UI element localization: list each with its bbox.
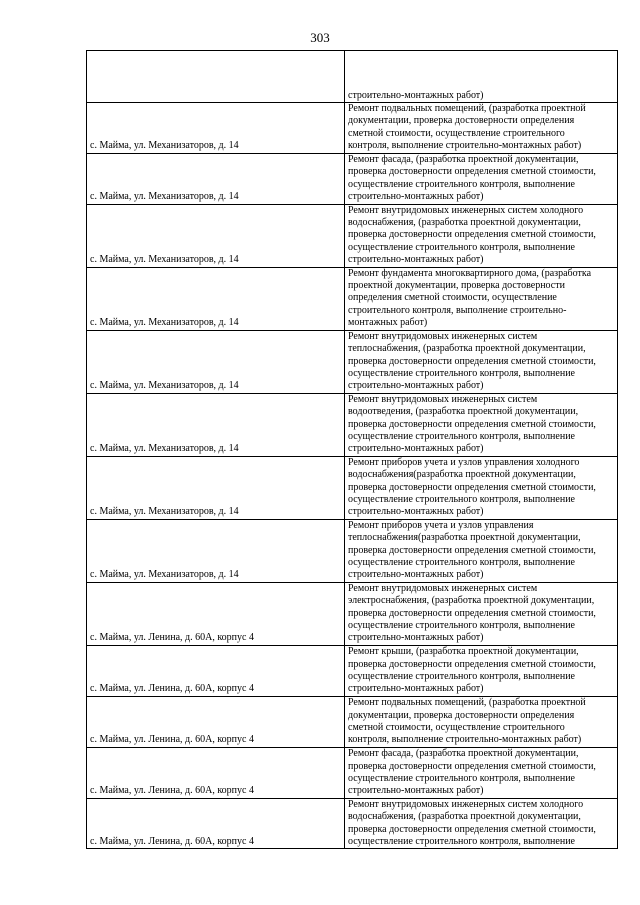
work-description-line: Ремонт внутридомовых инженерных систем холодного bbox=[348, 204, 584, 216]
work-description-line: контроля, выполнение строительно-монтажных работ) bbox=[348, 734, 582, 746]
work-description-line: осуществление строительного контроля, выполнение bbox=[348, 620, 575, 632]
address-cell: с. Майма, ул. Механизаторов, д. 14 bbox=[87, 393, 345, 456]
work-description-cell bbox=[345, 582, 618, 645]
work-description-line: проверка достоверности определения сметной стоимости, bbox=[348, 760, 596, 772]
table-row bbox=[87, 645, 618, 696]
table-row bbox=[87, 204, 618, 267]
work-description-line: осуществление строительного контроля, выполнение bbox=[348, 773, 575, 785]
address-cell: с. Майма, ул. Ленина, д. 60А, корпус 4 bbox=[87, 645, 345, 696]
work-description-line: строительного контроля, выполнение строительно- bbox=[348, 304, 567, 316]
work-description-cell bbox=[345, 267, 618, 330]
work-description-line: осуществление строительного контроля, выполнение bbox=[348, 367, 575, 379]
work-description-cell bbox=[345, 103, 618, 154]
work-description-line: осуществление строительного контроля, выполнение bbox=[348, 178, 575, 190]
work-description-line: Ремонт внутридомовых инженерных систем bbox=[348, 393, 538, 405]
address-cell: с. Майма, ул. Механизаторов, д. 14 bbox=[87, 267, 345, 330]
work-description-cell bbox=[345, 204, 618, 267]
work-description-line: строительно-монтажных работ) bbox=[348, 89, 484, 101]
work-description-line: строительно-монтажных работ) bbox=[348, 506, 484, 518]
table-row bbox=[87, 153, 618, 204]
address-cell: с. Майма, ул. Механизаторов, д. 14 bbox=[87, 456, 345, 519]
table-row bbox=[87, 747, 618, 798]
page-number: 303 bbox=[310, 30, 330, 45]
work-description-line: проектной документации, проверка достоверности bbox=[348, 280, 565, 292]
work-description-cell bbox=[345, 798, 618, 849]
work-description-line: проверка достоверности определения сметной стоимости, bbox=[348, 481, 596, 493]
work-description-line: Ремонт внутридомовых инженерных систем bbox=[348, 330, 538, 342]
table-row bbox=[87, 51, 618, 103]
work-description-line: Ремонт внутридомовых инженерных систем холодного bbox=[348, 798, 584, 810]
table-row bbox=[87, 798, 618, 849]
address-cell: с. Майма, ул. Механизаторов, д. 14 bbox=[87, 204, 345, 267]
work-description-line: строительно-монтажных работ) bbox=[348, 254, 484, 266]
address-cell: с. Майма, ул. Ленина, д. 60А, корпус 4 bbox=[87, 696, 345, 747]
work-description-line: осуществление строительного контроля, выполнение bbox=[348, 430, 575, 442]
table-row bbox=[87, 582, 618, 645]
work-description-line: Ремонт фасада, (разработка проектной документации, bbox=[348, 748, 579, 760]
work-description-line: документации, проверка достоверности определения bbox=[348, 115, 575, 127]
work-description-cell bbox=[345, 696, 618, 747]
work-description-line: осуществление строительного контроля, выполнение bbox=[348, 671, 575, 683]
address-cell: с. Майма, ул. Ленина, д. 60А, корпус 4 bbox=[87, 798, 345, 849]
work-description-line: Ремонт подвальных помещений, (разработка проектной bbox=[348, 103, 586, 114]
work-description-cell bbox=[345, 747, 618, 798]
work-description-line: Ремонт приборов учета и узлов управления bbox=[348, 519, 534, 531]
work-description-line: документации, проверка достоверности определения bbox=[348, 709, 575, 721]
work-description-line: осуществление строительного контроля, выполнение bbox=[348, 241, 575, 253]
work-description-line: определения сметной стоимости, осуществление bbox=[348, 292, 557, 304]
address-cell: с. Майма, ул. Механизаторов, д. 14 bbox=[87, 153, 345, 204]
address-cell: с. Майма, ул. Ленина, д. 60А, корпус 4 bbox=[87, 747, 345, 798]
work-description-cell bbox=[345, 645, 618, 696]
work-description-line: водоснабжения, (разработка проектной документации, bbox=[348, 811, 581, 823]
work-description-cell bbox=[345, 519, 618, 582]
work-description-line: сметной стоимости, осуществление строительного bbox=[348, 722, 565, 734]
address-cell bbox=[87, 51, 345, 103]
work-description-line: сметной стоимости, осуществление строительного bbox=[348, 127, 565, 139]
work-description-line: проверка достоверности определения сметной стоимости, bbox=[348, 355, 596, 367]
works-table-body bbox=[87, 51, 618, 849]
address-cell: с. Майма, ул. Механизаторов, д. 14 bbox=[87, 519, 345, 582]
work-description-line: проверка достоверности определения сметной стоимости, bbox=[348, 658, 596, 670]
work-description-line: проверка достоверности определения сметной стоимости, bbox=[348, 229, 596, 241]
work-description-line: осуществление строительного контроля, выполнение bbox=[348, 836, 575, 848]
work-description-line: строительно-монтажных работ) bbox=[348, 569, 484, 581]
work-description-line: водоснабжения(разработка проектной документации, bbox=[348, 469, 576, 481]
table-row bbox=[87, 456, 618, 519]
work-description-line: Ремонт внутридомовых инженерных систем bbox=[348, 582, 538, 594]
table-row bbox=[87, 330, 618, 393]
work-description-cell bbox=[345, 456, 618, 519]
work-description-line: проверка достоверности определения сметной стоимости, bbox=[348, 166, 596, 178]
work-description-line: Ремонт приборов учета и узлов управления холодного bbox=[348, 456, 580, 468]
table-row bbox=[87, 267, 618, 330]
work-description-line: Ремонт фундамента многоквартирного дома, (разработка bbox=[348, 267, 592, 279]
work-description-line: осуществление строительного контроля, выполнение bbox=[348, 493, 575, 505]
work-description-cell bbox=[345, 330, 618, 393]
work-description-line: водоснабжения, (разработка проектной документации, bbox=[348, 217, 581, 229]
work-description-line: проверка достоверности определения сметной стоимости, bbox=[348, 823, 596, 835]
work-description-cell bbox=[345, 393, 618, 456]
address-cell: с. Майма, ул. Механизаторов, д. 14 bbox=[87, 330, 345, 393]
work-description-line: Ремонт подвальных помещений, (разработка проектной bbox=[348, 697, 586, 709]
work-description-cell bbox=[345, 51, 618, 103]
work-description-line: Ремонт крыши, (разработка проектной документации, bbox=[348, 646, 579, 658]
work-description-line: водоотведения, (разработка проектной документации, bbox=[348, 406, 579, 418]
address-cell: с. Майма, ул. Механизаторов, д. 14 bbox=[87, 103, 345, 154]
work-description-line: проверка достоверности определения сметной стоимости, bbox=[348, 544, 596, 556]
work-description-line: строительно-монтажных работ) bbox=[348, 191, 484, 203]
table-row bbox=[87, 696, 618, 747]
table-row bbox=[87, 519, 618, 582]
work-description-line: строительно-монтажных работ) bbox=[348, 443, 484, 455]
work-description-line: проверка достоверности определения сметной стоимости, bbox=[348, 607, 596, 619]
work-description-line: строительно-монтажных работ) bbox=[348, 785, 484, 797]
work-description-line: строительно-монтажных работ) bbox=[348, 632, 484, 644]
work-description-line: контроля, выполнение строительно-монтажных работ) bbox=[348, 140, 582, 152]
work-description-cell bbox=[345, 153, 618, 204]
address-cell: с. Майма, ул. Ленина, д. 60А, корпус 4 bbox=[87, 582, 345, 645]
work-description-line: строительно-монтажных работ) bbox=[348, 683, 484, 695]
work-description-line: теплоснабжения, (разработка проектной документации, bbox=[348, 343, 586, 355]
table-row bbox=[87, 393, 618, 456]
work-description-line: теплоснабжения(разработка проектной документации, bbox=[348, 532, 581, 544]
work-description-line: монтажных работ) bbox=[348, 317, 428, 329]
work-description-line: осуществление строительного контроля, выполнение bbox=[348, 557, 575, 568]
work-description-line: Ремонт фасада, (разработка проектной документации, bbox=[348, 154, 579, 165]
work-description-line: строительно-монтажных работ) bbox=[348, 380, 484, 392]
works-table bbox=[86, 50, 618, 849]
table-row bbox=[87, 103, 618, 154]
work-description-line: проверка достоверности определения сметной стоимости, bbox=[348, 418, 596, 430]
work-description-line: электроснабжения, (разработка проектной документации, bbox=[348, 595, 595, 607]
